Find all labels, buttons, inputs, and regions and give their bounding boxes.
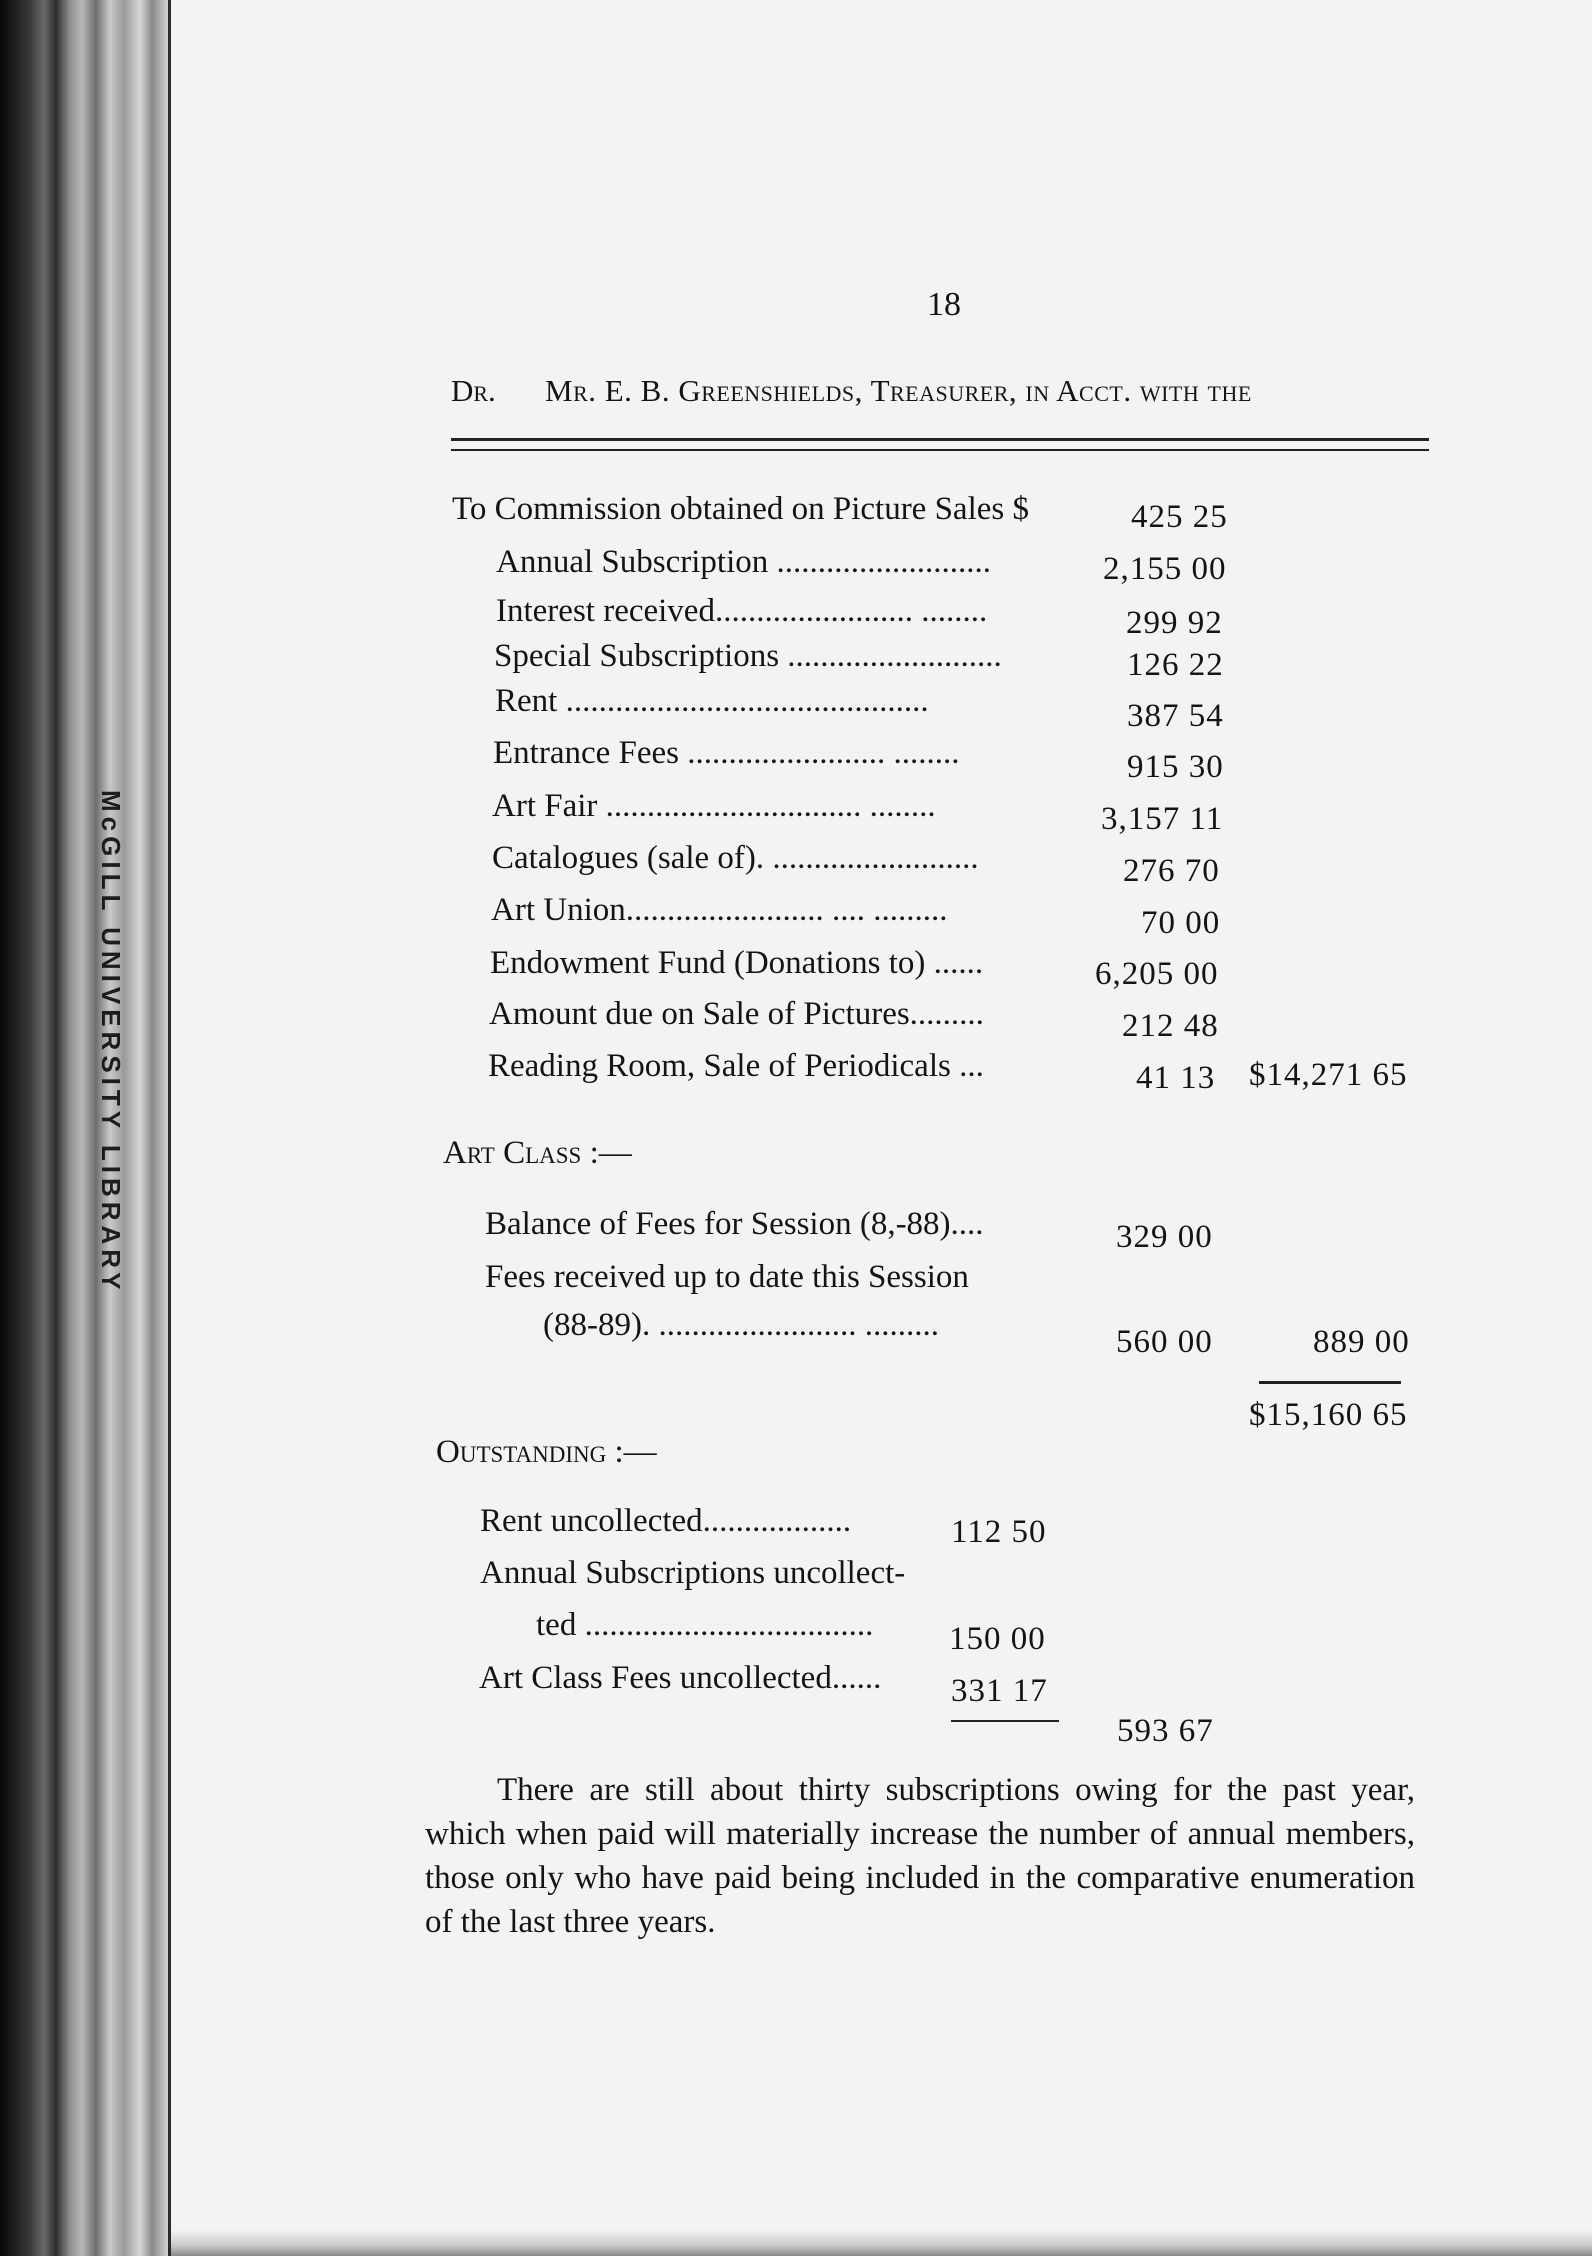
- outstanding-label: Rent uncollected..................: [480, 1503, 852, 1539]
- header-title: Mr. E. B. Greenshields, Treasurer, in Acct. with the: [545, 373, 1252, 408]
- outstanding-heading: Outstanding :—: [436, 1434, 657, 1470]
- art-class-balance-amount: 329 00: [1116, 1219, 1213, 1255]
- receipt-label: To Commission obtained on Picture Sales $: [452, 491, 1029, 527]
- outstanding-label: Art Class Fees uncollected......: [479, 1660, 882, 1696]
- outstanding-total: 593 67: [1117, 1713, 1214, 1749]
- receipt-amount: 3,157 11: [1101, 801, 1224, 837]
- paragraph-text: There are still about thirty subscriptions owing for the past year, which when paid will materially increase the number of annual members, those only who have paid being included in the comparative enumeration of the last three years.: [425, 1772, 1415, 1940]
- receipt-amount: 126 22: [1127, 647, 1224, 683]
- page-number: 18: [927, 286, 961, 323]
- outstanding-amount: 112 50: [951, 1514, 1047, 1550]
- header-rule-top: [451, 438, 1429, 441]
- header-dr: Dr.: [451, 373, 496, 408]
- outstanding-label: ted ...................................: [536, 1607, 874, 1643]
- receipt-label: Rent ............................................: [495, 683, 929, 719]
- receipt-label: Art Union........................ .... .........: [491, 892, 948, 928]
- receipt-label: Endowment Fund (Donations to) ......: [490, 945, 984, 981]
- receipts-total: $14,271 65: [1249, 1057, 1408, 1093]
- outstanding-label: Annual Subscriptions uncollect-: [480, 1555, 906, 1591]
- receipt-label: Reading Room, Sale of Periodicals ...: [488, 1048, 984, 1084]
- book-spine: [0, 0, 168, 2256]
- outstanding-amount: 331 17: [951, 1673, 1048, 1709]
- art-class-fees-amount: 560 00: [1116, 1324, 1213, 1360]
- receipt-label: Catalogues (sale of). .........................: [492, 840, 979, 876]
- outstanding-rule: [951, 1720, 1059, 1722]
- closing-paragraph: [425, 1768, 1415, 1944]
- receipt-amount: 41 13: [1136, 1060, 1216, 1096]
- receipt-amount: 70 00: [1141, 905, 1221, 941]
- receipt-label: Special Subscriptions ..........................: [494, 638, 1002, 674]
- receipt-amount: 276 70: [1123, 853, 1220, 889]
- receipt-label: Interest received........................ ........: [496, 593, 988, 629]
- outstanding-amount: 150 00: [949, 1621, 1046, 1657]
- receipt-amount: 212 48: [1122, 1008, 1219, 1044]
- receipt-amount: 387 54: [1127, 698, 1224, 734]
- receipt-label: Art Fair ............................... ........: [492, 788, 936, 824]
- art-class-fees-label-cont: (88-89). ........................ .........: [543, 1307, 939, 1343]
- receipt-label: Entrance Fees ........................ ........: [493, 735, 960, 771]
- spine-label: McGILL UNIVERSITY LIBRARY: [96, 790, 126, 1295]
- receipt-amount: 299 92: [1126, 605, 1223, 641]
- art-class-heading: Art Class :—: [443, 1135, 632, 1171]
- receipt-amount: 6,205 00: [1095, 956, 1219, 992]
- receipt-label: Amount due on Sale of Pictures.........: [489, 996, 984, 1032]
- receipt-amount: 425 25: [1131, 499, 1228, 535]
- art-class-total: 889 00: [1313, 1324, 1410, 1360]
- grand-total: $15,160 65: [1249, 1397, 1408, 1433]
- sum-rule: [1259, 1381, 1401, 1384]
- art-class-balance-label: Balance of Fees for Session (8,-88)....: [485, 1206, 984, 1242]
- receipt-amount: 2,155 00: [1103, 551, 1227, 587]
- receipt-amount: 915 30: [1127, 749, 1224, 785]
- header-rule-bottom: [451, 449, 1429, 451]
- art-class-fees-label: Fees received up to date this Session: [485, 1259, 969, 1295]
- receipt-label: Annual Subscription ..........................: [496, 544, 991, 580]
